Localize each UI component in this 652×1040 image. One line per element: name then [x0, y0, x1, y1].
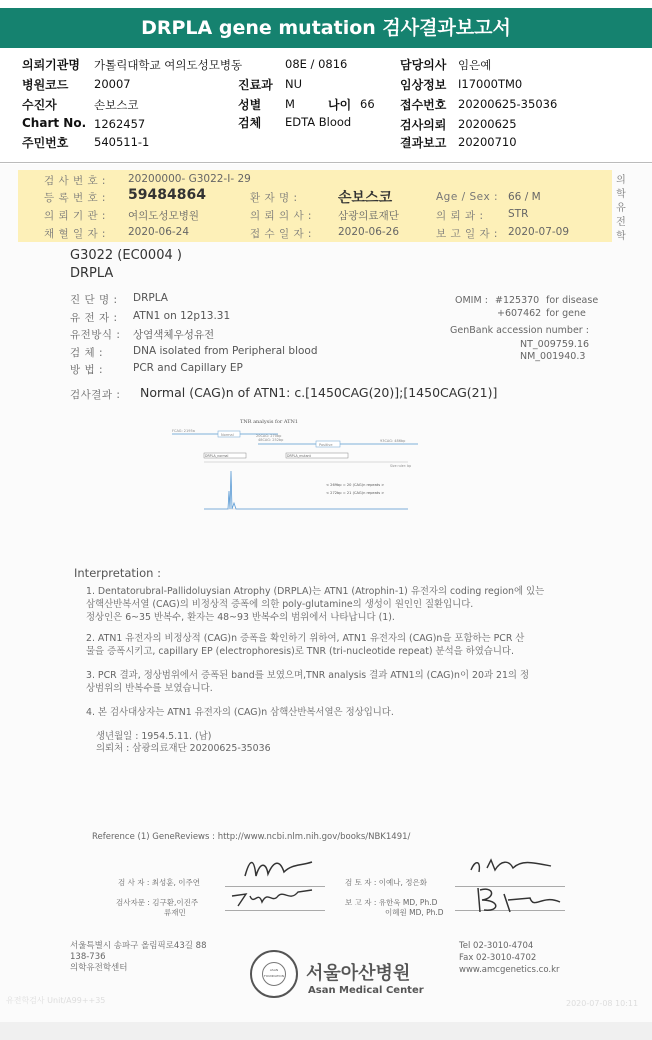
chart-value: 1262457: [94, 117, 146, 131]
receipt-label: 접수번호: [400, 98, 447, 112]
report-title: DRPLA gene mutation 검사결과보고서: [0, 8, 652, 48]
advisor-signature: [228, 886, 318, 912]
fig-lab4: 48CAG: 252bp: [258, 438, 284, 442]
electropherogram-trace: [204, 471, 408, 509]
interp-p2b: 물을 증폭시키고, capillary EP (electrophoresis)로 TNR (tri-nucleotide repeat) 분석을 하였습니다.: [86, 646, 514, 657]
examiner-label: 검 사 자 : 최성훈, 이주연: [118, 878, 201, 887]
inst-label: 의뢰기관명: [22, 58, 80, 72]
diag-label: 진 단 명 :: [70, 294, 118, 306]
tnr-figure-svg: [168, 411, 428, 511]
report-band-label: 보 고 일 자 :: [436, 228, 498, 240]
footer-center: 의학유전학센터: [70, 963, 128, 973]
testno-label: 검 사 번 호 :: [44, 175, 106, 187]
hcode-value: 20007: [94, 77, 131, 91]
birth-date: 생년월일 : 1954.5.11. (남): [96, 731, 212, 742]
omim-disease-id: #125370: [495, 295, 540, 306]
agesex-value: 66 / M: [508, 191, 541, 203]
sex-label: 성별: [238, 98, 262, 112]
interp-p3b: 상범위의 반복수를 보였습니다.: [86, 683, 213, 694]
interp-p1c: 정상인은 6~35 반복수, 환자는 48~93 반복수의 범위에서 나타납니다 (1).: [86, 612, 395, 623]
interpretation-heading: Interpretation :: [74, 566, 161, 580]
recv-label: 접 수 일 자 :: [250, 228, 312, 240]
fig-lab9: Size ruler: bp: [390, 464, 412, 468]
receipt-value: 20200625-35036: [458, 97, 558, 111]
report-band-value: 2020-07-09: [508, 226, 570, 238]
fig-lab1: FCAG: 2195a: [172, 429, 195, 433]
tnr-analysis-figure: [168, 411, 428, 511]
rrn-label: 주민번호: [22, 136, 69, 150]
reference-text: Reference (1) GeneReviews : http://www.ncbi.nlm.nih.gov/books/NBK1491/: [92, 832, 411, 842]
gene-label: 유 전 자 :: [70, 312, 118, 324]
scanned-report: [0, 164, 652, 1022]
header-divider: [0, 162, 652, 163]
report-value: 20200710: [458, 135, 517, 149]
pname-value: 손보스코: [338, 190, 393, 206]
hospital-name-ko: 서울아산병원: [306, 963, 411, 984]
test-code: G3022 (EC0004 ): [70, 248, 182, 263]
advisor-label: 검사자문 : 김구환,이진주: [116, 898, 199, 907]
specimen-value: EDTA Blood: [285, 115, 352, 129]
fig-lab3: 20CAG: 270bp: [256, 434, 282, 438]
inst-value: 가톨릭대학교 여의도성모병동: [94, 58, 243, 72]
reporter-label-2: 이혜원 MD, Ph.D: [385, 908, 444, 917]
omim-gene-id: +607462: [497, 308, 542, 319]
doc-band-label: 의 뢰 의 사 :: [250, 210, 312, 222]
dept-side-label: 의 학 유 전 학: [616, 175, 626, 242]
clinical-label: 임상정보: [400, 78, 447, 92]
inst-band-value: 여의도성모병원: [128, 210, 200, 222]
interp-p1b: 삼핵산반복서열 (CAG)의 비정상적 증폭에 의한 poly-glutamine의 생성이 원인인 질환입니다.: [86, 599, 474, 610]
hospital-name-en: Asan Medical Center: [308, 985, 424, 996]
testno-value: 20200000- G3022-I- 29: [128, 173, 251, 185]
doc-band-value: 삼광의료재단: [338, 210, 399, 222]
report-header: [0, 52, 652, 164]
diag-value: DRPLA: [133, 292, 168, 304]
patient-label: 수진자: [22, 98, 57, 112]
patient-info-band: [18, 170, 626, 242]
genbank-nt: NT_009759.16: [520, 339, 590, 350]
test-name: DRPLA: [70, 266, 114, 281]
doctor-value: 임은예: [458, 58, 492, 72]
regno-value: 59484864: [128, 187, 206, 203]
specimen-test-value: DNA isolated from Peripheral blood: [133, 345, 318, 357]
age-value: 66: [360, 97, 375, 111]
dept-value: NU: [285, 77, 303, 91]
interp-p3a: 3. PCR 결과, 정상범위에서 증폭된 band를 보였으며,TNR analysis 결과 ATN1의 (CAG)n이 20과 21의 정: [86, 670, 530, 681]
dept-band-label: 의 뢰 과 :: [436, 210, 484, 222]
fig-lab6: 93CAG: 486bp: [380, 439, 406, 443]
fig-title: TNR analysis for ATN1: [240, 419, 299, 425]
collect-label: 채 혈 일 자 :: [44, 228, 106, 240]
dept-band-value: STR: [508, 208, 529, 220]
recv-value: 2020-06-26: [338, 226, 400, 238]
regno-label: 등 록 번 호 :: [44, 192, 106, 204]
inst-band-label: 의 뢰 기 관 :: [44, 210, 106, 222]
bottom-bar: [0, 1022, 652, 1040]
specimen-label: 검체: [238, 116, 262, 130]
method-value: PCR and Capillary EP: [133, 362, 243, 374]
patient-value: 손보스코: [94, 98, 139, 112]
collect-value: 2020-06-24: [128, 226, 190, 238]
seal-icon: ASAN FOUNDATION: [262, 962, 286, 986]
gene-value: ATN1 on 12p13.31: [133, 310, 231, 322]
dept-label: 진료과: [238, 78, 273, 92]
interp-p2a: 2. ATN1 유전자의 비정상적 (CAG)n 증폭을 확인하기 위하여, ATN1 유전자의 (CAG)n을 포함하는 PCR 산: [86, 633, 525, 644]
specimen-test-label: 검 체 :: [70, 347, 103, 359]
asan-foundation-seal: [250, 950, 298, 998]
examiner-signature: [240, 854, 320, 884]
footer-postal: 138-736: [70, 952, 106, 962]
stamp-left: 유전학검사 Unit/A99++35: [6, 996, 106, 1005]
doctor-label: 담당의사: [400, 58, 447, 72]
advisor-label-2: 류재민: [164, 908, 186, 917]
method-label: 방 법 :: [70, 364, 103, 376]
chart-label: Chart No.: [22, 116, 87, 130]
sex-value: M: [285, 97, 295, 111]
genbank-nm: NM_001940.3: [520, 351, 586, 362]
request-value: 20200625: [458, 117, 517, 131]
fig-peak2: < 272bp = 21 (CAG)n repeats >: [326, 491, 385, 495]
fig-lab2: Normal: [221, 433, 234, 437]
ward-value: 08E / 0816: [285, 57, 348, 71]
requester-org: 의뢰처 : 삼광의료재단 20200625-35036: [96, 743, 271, 754]
omim-label: OMIM :: [455, 295, 488, 306]
inherit-label: 유전방식 :: [70, 329, 121, 341]
footer-address: 서울특별시 송파구 올림픽로43길 88: [70, 941, 207, 951]
omim-gene-desc: for gene: [546, 308, 586, 319]
result-value: Normal (CAG)n of ATN1: c.[1450CAG(20)];[1450CAG(21)]: [140, 385, 498, 400]
request-label: 검사의뢰: [400, 118, 447, 132]
report-label: 결과보고: [400, 136, 447, 150]
interp-p1a: 1. Dentatorubral-Pallidoluysian Atrophy (DRPLA)는 ATN1 (Atrophin-1) 유전자의 coding region에 있는: [86, 586, 545, 597]
omim-disease-desc: for disease: [546, 295, 599, 306]
inherit-value: 상염색체우성유전: [133, 329, 215, 341]
reporter-signature: [470, 884, 570, 916]
fig-lab8: DRPLA_mutant: [287, 454, 311, 458]
fig-peak1: < 269bp = 20 (CAG)n repeats >: [326, 483, 385, 487]
reviewer-signature: [465, 854, 555, 884]
stamp-right: 2020-07-08 10:11: [566, 999, 639, 1008]
clinical-value: I17000TM0: [458, 77, 523, 91]
age-label: 나이: [328, 98, 352, 112]
genbank-label: GenBank accession number :: [450, 325, 589, 336]
hcode-label: 병원코드: [22, 78, 69, 92]
result-label: 검사결과 :: [70, 389, 121, 401]
reviewer-label: 검 토 자 : 이예나, 정은화: [345, 878, 428, 887]
footer-tel: Tel 02-3010-4704: [459, 941, 534, 951]
agesex-label: Age / Sex :: [436, 191, 499, 203]
footer-fax: Fax 02-3010-4702: [459, 953, 537, 963]
rrn-value: 540511-1: [94, 135, 150, 149]
reporter-label: 보 고 자 : 유한욱 MD, Ph.D: [345, 898, 438, 907]
fig-lab5: Positive: [319, 443, 333, 447]
fig-lab7: DRPLA_normal: [205, 454, 229, 458]
footer-web: www.amcgenetics.co.kr: [459, 965, 560, 975]
pname-label: 환 자 명 :: [250, 192, 298, 204]
interp-p4: 4. 본 검사대상자는 ATN1 유전자의 (CAG)n 삼핵산반복서열은 정상입니다.: [86, 707, 394, 718]
